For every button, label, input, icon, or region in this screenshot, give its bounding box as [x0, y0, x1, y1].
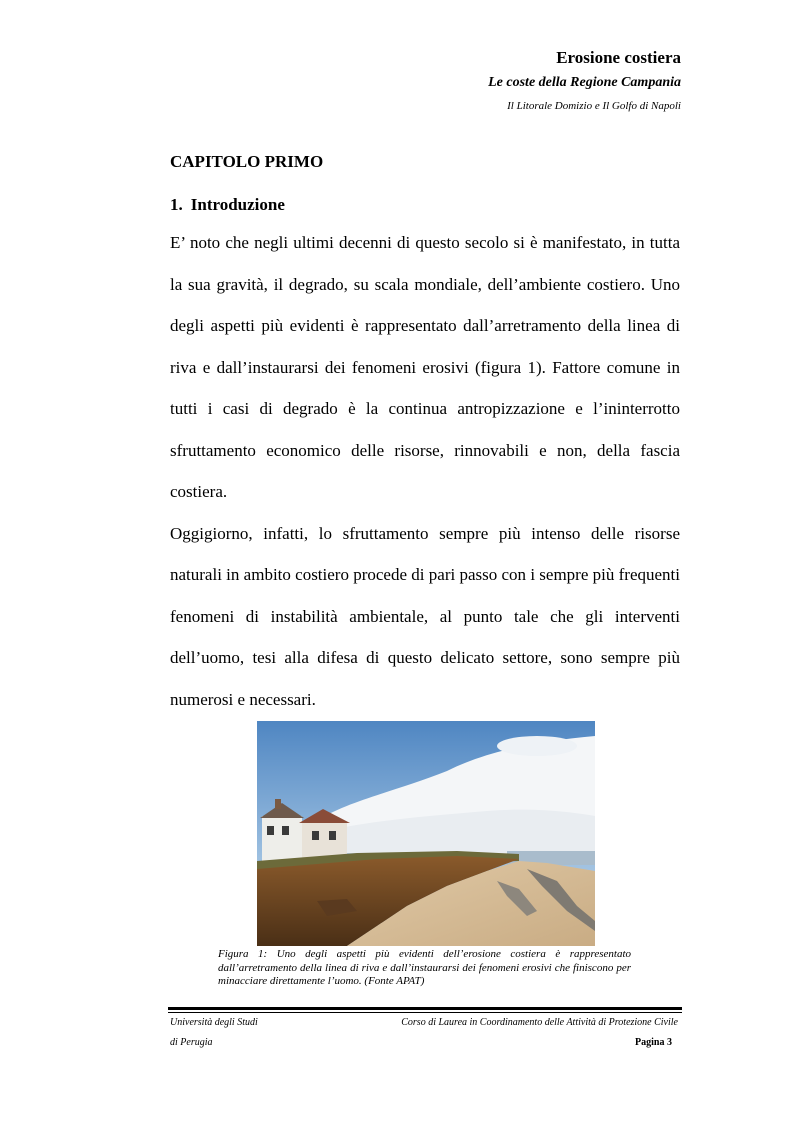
paragraph: E’ noto che negli ultimi decenni di questo secolo si è manifestato, in tutta la sua gravità, il degrado, su scala mondiale, dell’ambiente costiero. Uno degli aspetti più evidenti è rappresentato dall’arretramento della linea di riva e dall’instaurarsi dei fenomeni erosivi (figura 1). Fattore comune in tutti i casi di degrado è la continua antropizzazione e l’ininterrotto sfruttamento economico delle risorse, rinnovabili e non, della fascia costiera.	[170, 233, 680, 501]
section-heading	[170, 195, 285, 215]
footer-university-line1: Università degli Studi	[170, 1017, 258, 1028]
chapter-heading: CAPITOLO PRIMO	[170, 152, 324, 171]
section-title: Introduzione	[190, 195, 285, 214]
figure-caption: Figura 1: Uno degli aspetti più evidenti dell’erosione costiera è rappresentato dall’arretramento della linea di riva e dall’instaurarsi dei fenomeni erosivi che finiscono per minacciare direttamente l’uomo. (Fonte APAT)	[218, 948, 631, 987]
paragraph: Oggigiorno, infatti, lo sfruttamento sempre più intenso delle risorse naturali in ambito costiero procede di pari passo con i sempre più frequenti fenomeni di instabilità ambientale, al punto tale che gli interventi dell’uomo, tesi alla difesa di questo delicato settore, sono sempre più numerosi e necessari.	[170, 523, 680, 709]
section-number: 1.	[170, 195, 183, 214]
figure-photo-coastal-erosion	[257, 721, 595, 946]
footer-rule-thin	[168, 1012, 682, 1013]
footer-rule-thick	[168, 1007, 682, 1010]
footer-course: Corso di Laurea in Coordinamento delle Attività di Protezione Civile	[401, 1017, 678, 1028]
header-subtitle: Le coste della Regione Campania	[488, 75, 681, 90]
body-text	[170, 222, 680, 720]
footer-university-line2: di Perugia	[170, 1037, 213, 1048]
footer-page-number: Pagina 3	[635, 1037, 672, 1048]
header-title: Erosione costiera	[556, 48, 681, 67]
header-subsubtitle: Il Litorale Domizio e Il Golfo di Napoli	[507, 100, 681, 112]
